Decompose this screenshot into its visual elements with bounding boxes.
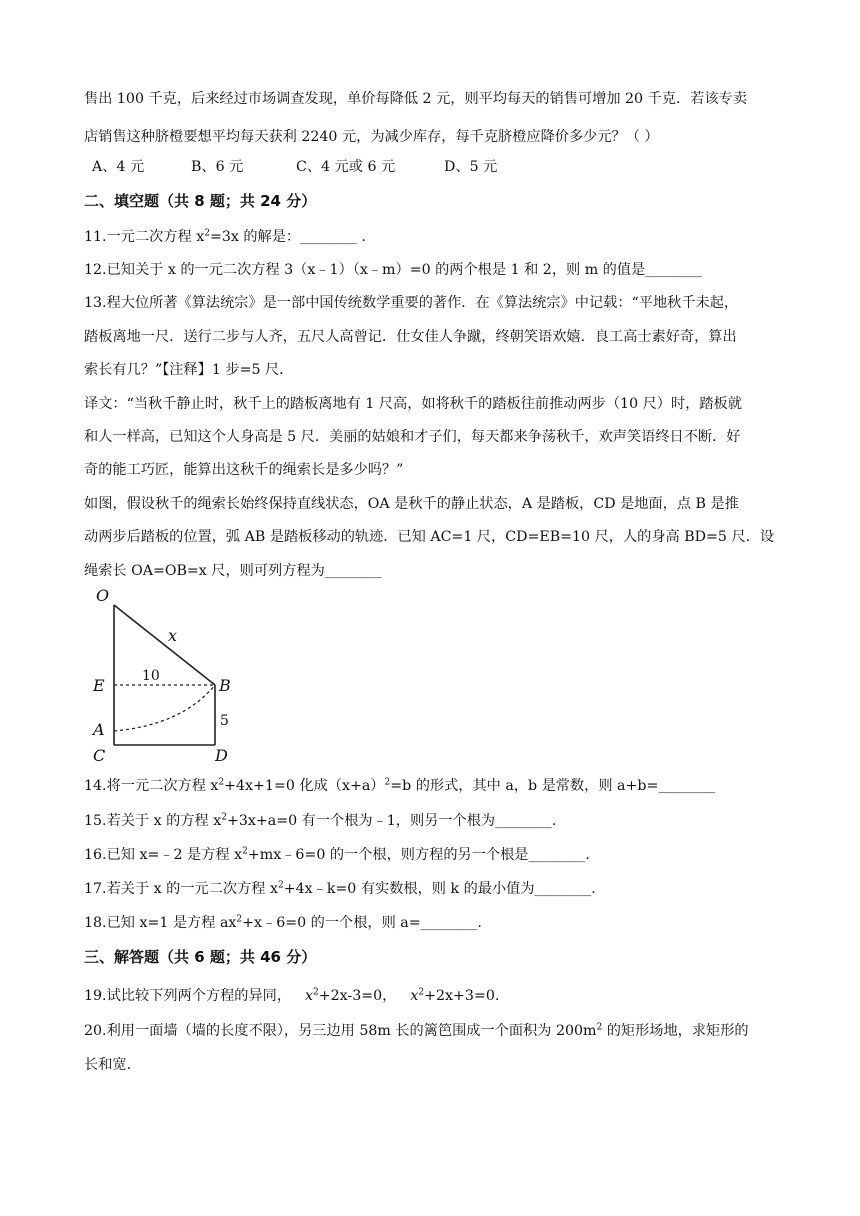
q10-line-1: 售出 100 千克，后来经过市场调查发现，单价每降低 2 元，则平均每天的销售可增加 20 千克．若该专卖	[84, 91, 747, 107]
q10-option-b: B、6 元	[191, 159, 244, 175]
q13-line-6: 奇的能工巧匠，能算出这秋千的绳索长是多少吗？”	[84, 462, 404, 478]
label-10: 10	[142, 668, 160, 684]
section-3-title: 三、解答题（共 6 题；共 46 分）	[84, 948, 317, 966]
q16: 16.已知 x=﹣2 是方程 $x^2+mx﹣6=0$ 的一个根，则方程的另一个根是________.	[84, 846, 590, 863]
q19: 19.试比较下列两个方程的异同， $x^2+2x-3=0$， $x^2+2x+3=0$.	[84, 987, 500, 1004]
label-x: x	[168, 626, 178, 645]
label-c: C	[93, 746, 106, 763]
q13-line-8: 动两步后踏板的位置，弧 AB 是踏板移动的轨迹．已知 AC=1 尺，CD=EB=10 尺，人的身高 BD=5 尺．设	[84, 529, 775, 545]
label-o: O	[96, 586, 110, 605]
q13-line-1: 13.程大位所著《算法统宗》是一部中国传统数学重要的著作．在《算法统宗》中记载：“平地秋千未起，	[84, 295, 739, 311]
section-2-title: 二、填空题（共 8 题；共 24 分）	[84, 192, 317, 210]
q10-option-c: C、4 元或 6 元	[296, 159, 396, 175]
q13-line-9: 绳索长 OA=OB=x 尺，则可列方程为________	[84, 563, 382, 579]
q13-line-4: 译文：“当秋千静止时，秋千上的踏板离地有 1 尺高，如将秋千的踏板往前推动两步（10 尺）时，踏板就	[84, 396, 742, 412]
q12: 12.已知关于 x 的一元二次方程 3（x﹣1）（x﹣m）=0 的两个根是 1 和 2，则 m 的值是________	[84, 262, 702, 278]
q10-line-2: 店销售这种脐橙要想平均每天获利 2240 元，为减少库存，每千克脐橙应降价多少元？（ ）	[84, 129, 659, 145]
label-b: B	[219, 676, 231, 695]
swing-diagram	[84, 585, 264, 763]
rope-ob-line	[114, 605, 215, 685]
q11: 11.一元二次方程 $x^2=3x$ 的解是：________ .	[84, 228, 366, 245]
label-a: A	[93, 720, 105, 739]
q13-line-2: 踏板离地一尺．送行二步与人齐，五尺人高曾记．仕女佳人争蹴，终朝笑语欢嬉．良工高士素好奇，算出	[84, 329, 737, 345]
label-d: D	[215, 746, 228, 763]
q13-line-3: 索长有几？”【注释】1 步=5 尺．	[84, 362, 294, 378]
q13-line-7: 如图，假设秋千的绳索长始终保持直线状态，OA 是秋千的静止状态，A 是踏板，CD 是地面，点 B 是推	[84, 496, 739, 512]
q20-line-1: 20.利用一面墙（墙的长度不限），另三边用 58m 长的篱笆围成一个面积为 $200m^2$ 的矩形场地，求矩形的	[84, 1022, 749, 1039]
q15: 15.若关于 x 的方程 $x^2+3x+a=0$ 有一个根为﹣1，则另一个根为________.	[84, 812, 557, 829]
q20-line-2: 长和宽.	[84, 1057, 132, 1073]
q10-option-a: A、4 元	[92, 159, 145, 175]
q14: 14.将一元二次方程 $x^2+4x+1=0$ 化成$(x+a)^2=b$ 的形式，其中 a，b 是常数，则 a+b=________	[84, 777, 716, 794]
q10-option-d: D、5 元	[444, 159, 498, 175]
arc-ab	[114, 685, 215, 731]
label-e: E	[93, 676, 105, 695]
q18: 18.已知 x=1 是方程 $ax^2+x﹣6=0$ 的一个根，则 a=________.	[84, 914, 482, 931]
q17: 17.若关于 x 的一元二次方程 $x^2+4x﹣k=0$ 有实数根，则 k 的最小值为________.	[84, 880, 596, 897]
label-5: 5	[220, 713, 229, 729]
q13-line-5: 和人一样高，已知这个人身高是 5 尺．美丽的姑娘和才子们，每天都来争荡秋千，欢声笑语终日不断．好	[84, 429, 741, 445]
